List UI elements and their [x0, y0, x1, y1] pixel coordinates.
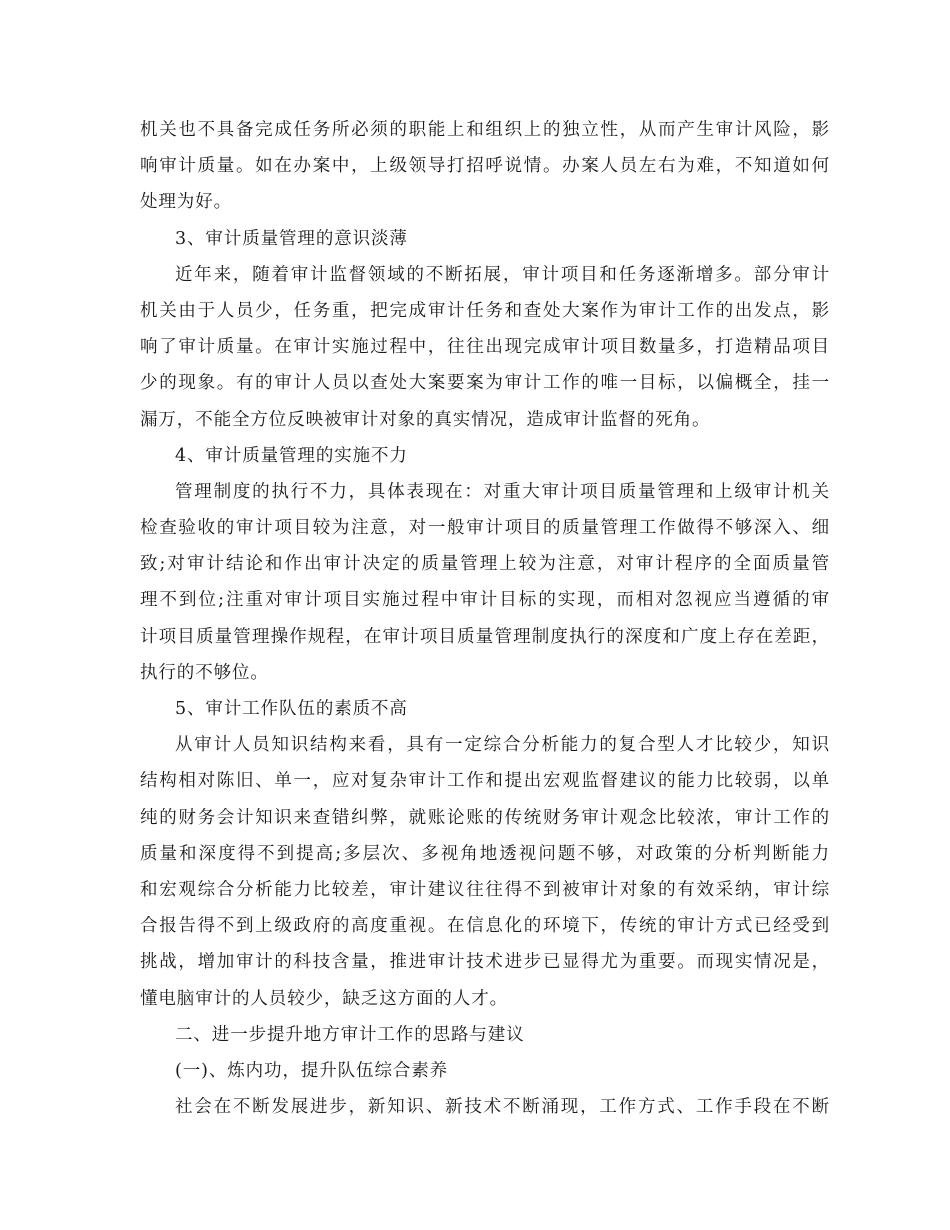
text-line: 3、审计质量管理的意识淡薄: [175, 228, 408, 249]
text-line: 合报告得不到上级政府的高度重视。在信息化的环境下，传统的审计方式已经受到: [140, 916, 830, 937]
text-line: 管理制度的执行不力，具体表现在：对重大审计项目质量管理和上级审计机关: [175, 481, 830, 502]
text-line: 5、审计工作队伍的素质不高: [175, 699, 408, 719]
text-line: 4、审计质量管理的实施不力: [175, 445, 408, 466]
text-line: 纯的财务会计知识来查错纠弊，就账论账的传统财务审计观念比较浓，审计工作的: [140, 807, 830, 828]
text-line: 机关也不具备完成任务所必须的职能上和组织上的独立性，从而产生审计风险，影: [140, 120, 830, 140]
text-line: 懂电脑审计的人员较少，缺乏这方面的人才。: [140, 988, 508, 1009]
text-line: 执行的不够位。: [140, 662, 269, 683]
text-line: 挑战，增加审计的科技含量，推进审计技术进步已显得尤为重要。而现实情况是，: [140, 952, 830, 973]
text-line: (一)、炼内功，提升队伍综合素养: [175, 1060, 449, 1081]
text-line: 理不到位;注重对审计项目实施过程中审计目标的实现，而相对忽视应当遵循的审: [140, 590, 830, 611]
text-line: 检查验收的审计项目较为注意，对一般审计项目的质量管理工作做得不够深入、细: [140, 518, 830, 539]
text-line: 漏万，不能全方位反映被审计对象的真实情况，造成审计监督的死角。: [140, 409, 711, 430]
text-line: 计项目质量管理操作规程，在审计项目质量管理制度执行的深度和广度上存在差距，: [140, 626, 830, 647]
text-line: 少的现象。有的审计人员以查处大案要案为审计工作的唯一目标，以偏概全，挂一: [140, 373, 830, 394]
text-line: 结构相对陈旧、单一，应对复杂审计工作和提出宏观监督建议的能力比较弱，以单: [140, 771, 830, 792]
text-line: 响审计质量。如在办案中，上级领导打招呼说情。办案人员左右为难，不知道如何: [140, 156, 830, 177]
text-line: 和宏观综合分析能力比较差，审计建议往往得不到被审计对象的有效采纳，审计综: [140, 879, 830, 900]
text-line: 致;对审计结论和作出审计决定的质量管理上较为注意，对审计程序的全面质量管: [140, 554, 830, 575]
text-line: 从审计人员知识结构来看，具有一定综合分析能力的复合型人才比较少，知识: [175, 735, 830, 756]
text-line: 社会在不断发展进步，新知识、新技术不断涌现，工作方式、工作手段在不断: [175, 1097, 830, 1118]
text-line: 机关由于人员少，任务重，把完成审计任务和查处大案作为审计工作的出发点，影: [140, 300, 830, 321]
text-line: 二、进一步提升地方审计工作的思路与建议: [175, 1024, 525, 1045]
document-body: [140, 112, 830, 1125]
text-line: 响了审计质量。在审计实施过程中，往往出现完成审计项目数量多，打造精品项目: [140, 337, 830, 358]
text-line: 质量和深度得不到提高;多层次、多视角地透视问题不够，对政策的分析判断能力: [140, 843, 830, 864]
text-line: 近年来，随着审计监督领域的不断拓展，审计项目和任务逐渐增多。部分审计: [175, 264, 830, 285]
text-line: 处理为好。: [140, 192, 232, 213]
